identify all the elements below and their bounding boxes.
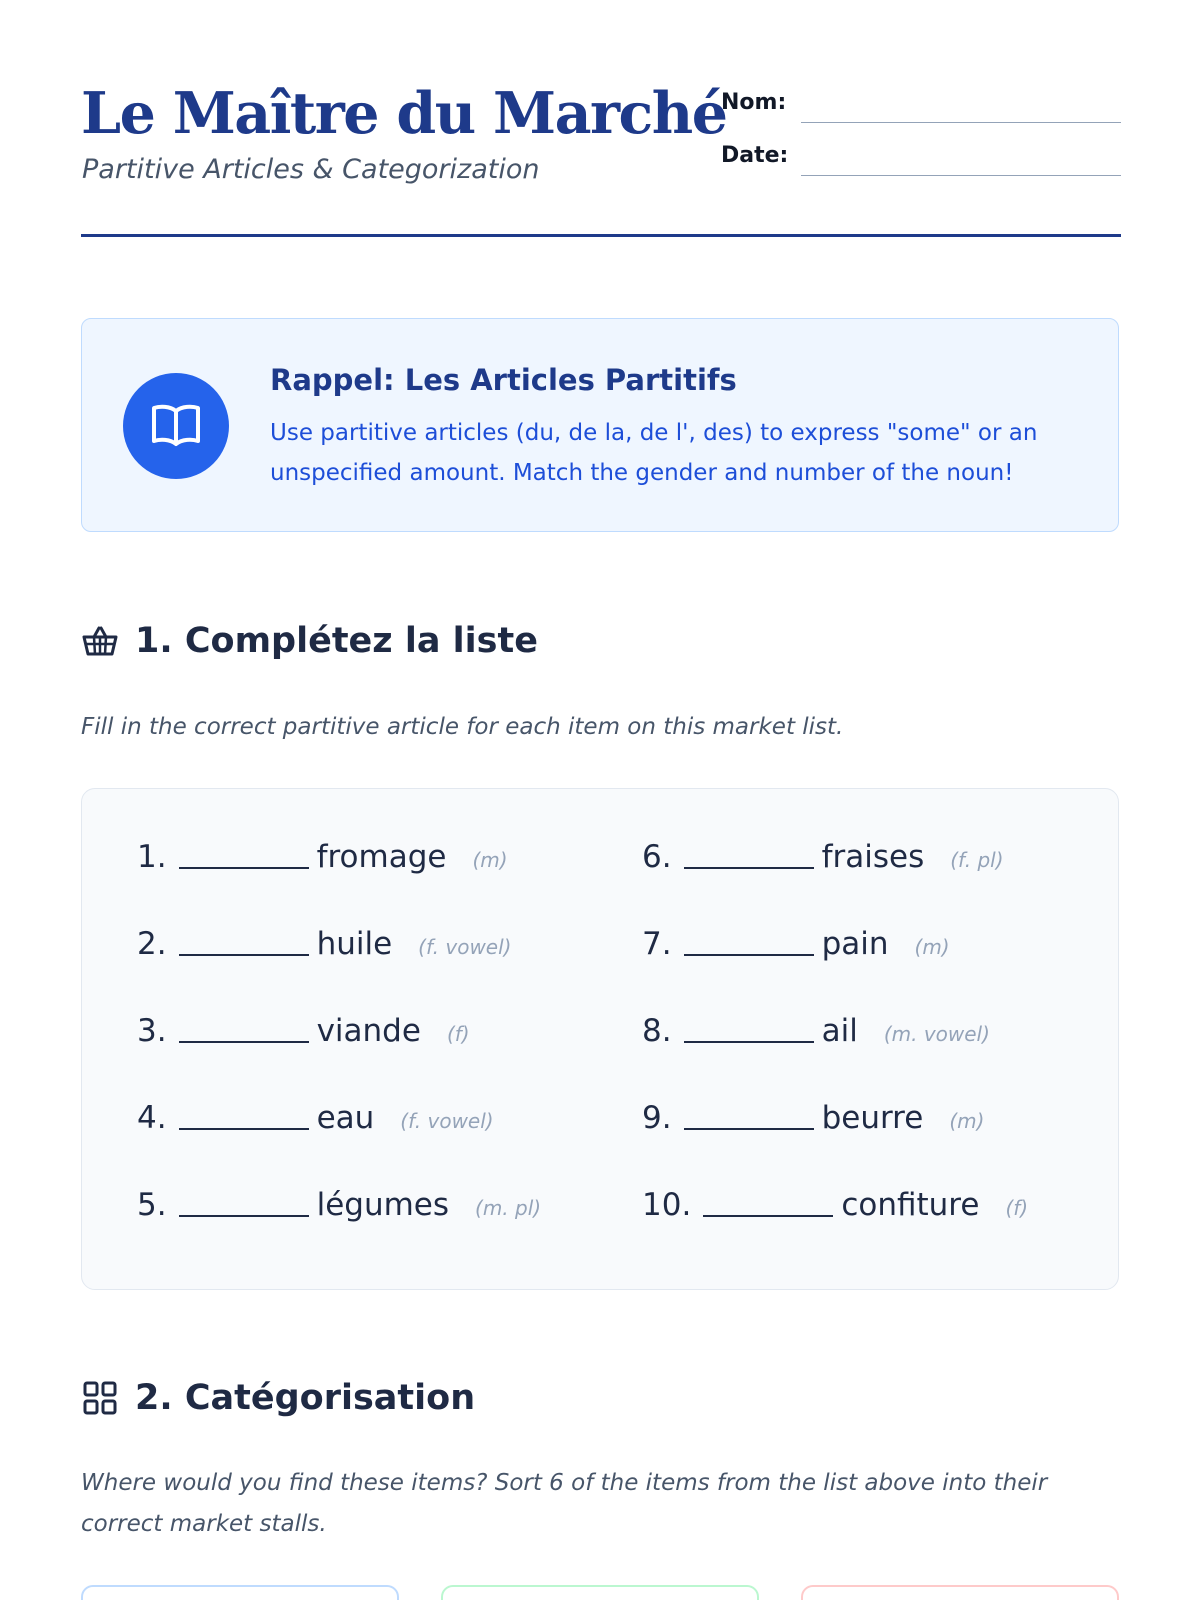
item-noun: confiture xyxy=(841,1187,980,1223)
list-item xyxy=(137,1100,494,1150)
item-gender: (m. vowel) xyxy=(883,1022,990,1046)
item-number: 10. xyxy=(642,1187,692,1223)
answer-blank[interactable] xyxy=(703,1213,833,1217)
item-number: 2. xyxy=(137,926,167,962)
item-noun: huile xyxy=(316,926,393,962)
list-item xyxy=(642,1013,990,1063)
item-gender: (m) xyxy=(472,848,508,872)
section-2-instructions: Where would you find these items? Sort 6 of the items from the list above into their correct market stalls. xyxy=(81,1470,1048,1537)
list-item xyxy=(642,1187,1028,1237)
list-item xyxy=(137,839,508,889)
reminder-text: Use partitive articles (du, de la, de l', des) to express "some" or an unspecified amount. Match the gender and number of the noun! xyxy=(270,420,1038,486)
section-2-heading xyxy=(81,1373,475,1423)
answer-blank[interactable] xyxy=(684,865,814,869)
name-line[interactable] xyxy=(801,122,1121,123)
section-1-title: 1. Complétez la liste xyxy=(135,621,538,661)
item-noun: eau xyxy=(316,1100,375,1136)
page-title: Le Maître du Marché xyxy=(81,80,727,147)
item-noun: ail xyxy=(821,1013,858,1049)
item-gender: (m. pl) xyxy=(475,1196,542,1220)
market-list-box xyxy=(81,788,1119,1290)
list-item xyxy=(137,1187,541,1237)
list-item xyxy=(642,926,950,976)
page-subtitle: Partitive Articles & Categorization xyxy=(82,154,540,185)
section-2-title: 2. Catégorisation xyxy=(135,1378,476,1418)
item-gender: (m) xyxy=(914,935,950,959)
reminder-box xyxy=(81,318,1119,532)
answer-blank[interactable] xyxy=(684,952,814,956)
item-number: 5. xyxy=(137,1187,167,1223)
item-noun: viande xyxy=(316,1013,421,1049)
stall-box-green xyxy=(441,1585,759,1600)
item-gender: (f. pl) xyxy=(950,848,1004,872)
section-1-instructions: Fill in the correct partitive article for each item on this market list. xyxy=(81,714,844,740)
worksheet-header xyxy=(81,80,1121,240)
stall-box-red xyxy=(801,1585,1119,1600)
item-noun: fraises xyxy=(821,839,925,875)
item-noun: fromage xyxy=(316,839,447,875)
stall-box-blue xyxy=(81,1585,399,1600)
answer-blank[interactable] xyxy=(179,865,309,869)
date-field[interactable] xyxy=(721,137,1121,177)
list-item xyxy=(137,926,511,976)
grid-icon xyxy=(81,1379,119,1417)
name-label: Nom: xyxy=(721,90,787,115)
item-number: 9. xyxy=(642,1100,672,1136)
answer-blank[interactable] xyxy=(179,1039,309,1043)
date-line[interactable] xyxy=(801,175,1121,176)
item-noun: légumes xyxy=(316,1187,450,1223)
list-item xyxy=(137,1013,470,1063)
name-field[interactable] xyxy=(721,84,1121,124)
basket-icon xyxy=(81,622,119,660)
header-divider xyxy=(81,234,1121,237)
item-number: 1. xyxy=(137,839,167,875)
answer-blank[interactable] xyxy=(684,1039,814,1043)
item-number: 6. xyxy=(642,839,672,875)
item-gender: (f) xyxy=(1005,1196,1029,1220)
reminder-title: Rappel: Les Articles Partitifs xyxy=(270,363,737,397)
item-gender: (m) xyxy=(949,1109,985,1133)
answer-blank[interactable] xyxy=(179,952,309,956)
answer-blank[interactable] xyxy=(179,1126,309,1130)
item-gender: (f) xyxy=(446,1022,470,1046)
list-item xyxy=(642,839,1004,889)
item-noun: pain xyxy=(821,926,889,962)
item-number: 3. xyxy=(137,1013,167,1049)
list-item xyxy=(642,1100,984,1150)
answer-blank[interactable] xyxy=(684,1126,814,1130)
date-label: Date: xyxy=(721,143,789,168)
item-gender: (f. vowel) xyxy=(418,935,512,959)
section-1-heading xyxy=(81,616,538,666)
item-number: 7. xyxy=(642,926,672,962)
book-icon xyxy=(123,373,229,479)
item-noun: beurre xyxy=(821,1100,924,1136)
answer-blank[interactable] xyxy=(179,1213,309,1217)
item-number: 8. xyxy=(642,1013,672,1049)
item-gender: (f. vowel) xyxy=(400,1109,494,1133)
item-number: 4. xyxy=(137,1100,167,1136)
